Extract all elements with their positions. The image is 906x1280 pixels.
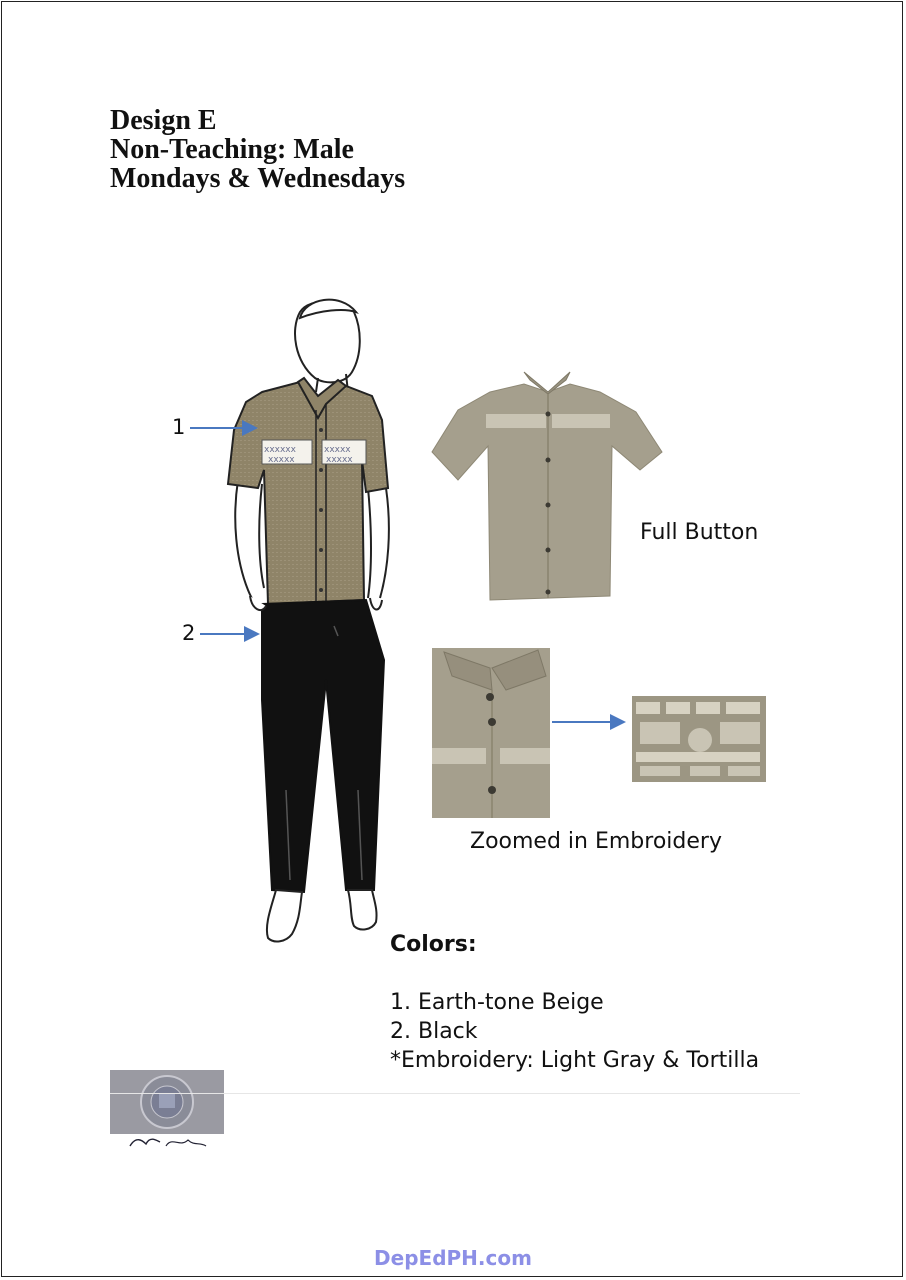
caption-zoomed-embroidery: Zoomed in Embroidery xyxy=(470,829,722,854)
svg-text:xxxxxx: xxxxxx xyxy=(264,445,296,455)
callout-label-2: 2 xyxy=(182,621,196,645)
callout-label-1: 1 xyxy=(172,415,186,439)
color-item-black: 2. Black xyxy=(390,1019,478,1044)
deped-seal xyxy=(110,1070,224,1134)
svg-text:xxxxx: xxxxx xyxy=(324,445,351,455)
footer-divider xyxy=(110,1093,800,1094)
color-item-beige: 1. Earth-tone Beige xyxy=(390,990,604,1015)
title-category: Non-Teaching: Male xyxy=(110,134,354,165)
colors-list xyxy=(390,988,759,1075)
caption-full-button: Full Button xyxy=(640,520,759,545)
photo-full-button-shirt xyxy=(432,372,662,600)
photo-zoomed-shirt xyxy=(432,648,550,818)
svg-text:xxxxx: xxxxx xyxy=(326,455,353,465)
figure-sketch xyxy=(228,300,389,942)
colors-heading: Colors: xyxy=(390,932,477,957)
color-item-embroidery: *Embroidery: Light Gray & Tortilla xyxy=(390,1048,760,1073)
svg-text:xxxxx: xxxxx xyxy=(268,455,295,465)
signatures xyxy=(130,1139,206,1146)
photo-embroidery-closeup xyxy=(632,696,766,782)
site-watermark: DepEdPH.com xyxy=(374,1246,532,1270)
title-design: Design E xyxy=(110,105,217,136)
title-days: Mondays & Wednesdays xyxy=(110,163,406,194)
